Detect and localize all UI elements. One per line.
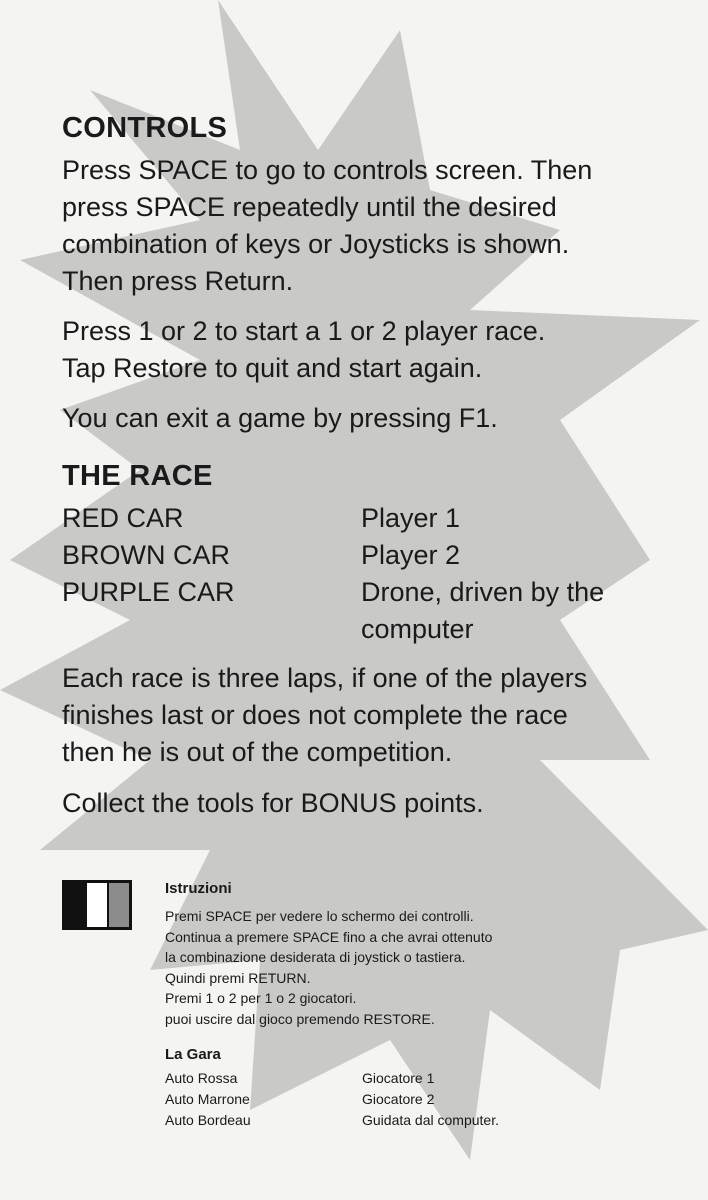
italian-race-table: [165, 1068, 499, 1131]
text-line: Premi 1 o 2 per 1 o 2 giocatori.: [165, 990, 357, 1006]
race-car-role: Player 2: [361, 540, 461, 570]
controls-paragraph-3: [62, 400, 662, 437]
italian-car-name: Auto Rossa: [165, 1070, 238, 1086]
italian-car-name: Auto Bordeau: [165, 1112, 251, 1128]
text-line: Press SPACE to go to controls screen. Then: [62, 155, 593, 185]
race-car-name: PURPLE CAR: [62, 577, 235, 607]
race-row: [62, 537, 604, 574]
text-line: Quindi premi RETURN.: [165, 969, 311, 986]
text-line: la combinazione desiderata di joystick o tastiera.: [165, 949, 466, 965]
italian-race-row: [165, 1089, 499, 1110]
text-line: Tap Restore to quit and start again.: [62, 353, 483, 383]
italian-car-name: Auto Marrone: [165, 1091, 250, 1107]
flag-band-grey: [109, 883, 129, 927]
text-line: Press 1 or 2 to start a 1 or 2 player race.: [62, 316, 546, 346]
italian-car-role: Giocatore 1: [362, 1070, 435, 1086]
italian-flag-icon: [62, 880, 132, 930]
text-line: Premi SPACE per vedere lo schermo dei controlli.: [165, 908, 474, 924]
race-row: [62, 611, 604, 648]
race-car-role: computer: [361, 614, 474, 644]
text-line: Collect the tools for BONUS points.: [62, 788, 484, 818]
italian-car-role: Giocatore 2: [362, 1091, 435, 1107]
text-line: press SPACE repeatedly until the desired: [62, 192, 557, 222]
text-line: finishes last or does not complete the race: [62, 700, 568, 730]
race-car-name: [62, 611, 361, 648]
text-line: Continua a premere SPACE fino a che avrai ottenuto: [165, 928, 493, 945]
race-car-name: RED CAR: [62, 503, 184, 533]
italian-race-row: [165, 1110, 499, 1131]
race-heading: THE RACE: [62, 460, 213, 492]
text-line: puoi uscire dal gioco premendo RESTORE.: [165, 1010, 435, 1027]
race-paragraph-2: [62, 785, 662, 822]
text-line: Each race is three laps, if one of the players: [62, 663, 588, 693]
text-line: Then press Return.: [62, 266, 294, 296]
italian-instructions-heading: Istruzioni: [165, 880, 232, 897]
race-row: [62, 500, 604, 537]
flag-band-white: [85, 883, 109, 927]
italian-race-heading: La Gara: [165, 1046, 221, 1063]
italian-race-row: [165, 1068, 499, 1089]
race-paragraph-1: [62, 660, 662, 771]
italian-instructions-text: [165, 906, 492, 1029]
controls-paragraph-1: [62, 152, 662, 300]
race-car-role: Player 1: [361, 503, 461, 533]
text-line: You can exit a game by pressing F1.: [62, 403, 498, 433]
controls-heading: CONTROLS: [62, 112, 228, 144]
flag-band-dark: [65, 883, 85, 927]
race-car-table: [62, 500, 604, 648]
controls-paragraph-2: [62, 313, 662, 387]
text-line: then he is out of the competition.: [62, 737, 453, 767]
race-car-name: BROWN CAR: [62, 540, 230, 570]
race-car-role: Drone, driven by the: [361, 577, 605, 607]
text-line: combination of keys or Joysticks is shown.: [62, 229, 570, 259]
italian-car-role: Guidata dal computer.: [362, 1112, 499, 1128]
race-row: [62, 574, 604, 611]
